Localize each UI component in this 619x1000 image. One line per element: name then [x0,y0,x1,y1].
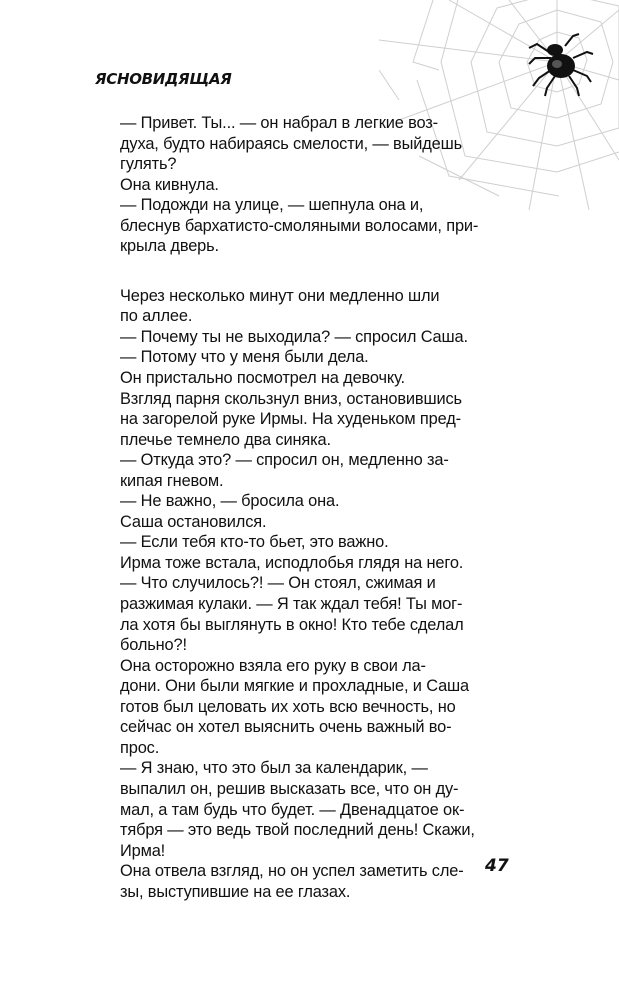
paragraph [120,286,460,327]
text-line: больно?! [120,636,187,655]
text-line: — Не важно, — бросила она. [120,492,340,511]
paragraph [120,327,468,348]
paragraph [120,758,475,861]
text-line: по аллее. [120,307,193,326]
text-line: прос. [120,738,160,757]
text-line: дони. Они были мягкие и прохладные, и Саша [120,677,470,696]
text-line: — Откуда это? — спросил он, медленно за- [120,451,449,470]
text-line: Она отвела взгляд, но он успел заметить сле- [120,862,464,881]
paragraph [120,861,464,902]
text-line: Саша остановился. [120,512,267,531]
text-line: кипая гневом. [120,471,224,490]
paragraph [120,195,479,257]
paragraph [120,175,460,196]
text-line: тября — это ведь твой последний день! Скажи, [120,821,475,840]
text-line: Она осторожно взяла его руку в свои ла- [120,656,426,675]
text-line: крыла дверь. [120,237,219,256]
text-line: Она кивнула. [120,175,219,194]
paragraph [120,512,460,533]
text-line: Ирма! [120,841,166,860]
text-line: Через несколько минут они медленно шли [120,286,440,305]
text-line: блеснув бархатисто-смоляными волосами, при- [120,216,479,235]
text-line: — Почему ты не выходила? — спросил Саша. [120,327,468,346]
text-line: готов был целовать их хоть всю вечность, но [120,697,456,716]
text-line: Взгляд парня скользнул вниз, остановившись [120,389,462,408]
text-line: на загорелой руке Ирмы. На худеньком пред- [120,410,461,429]
text-line: гулять? [120,155,177,174]
text-block-1 [120,113,479,257]
section-break [120,257,460,286]
page-number: 47 [485,856,509,876]
text-line: — Потому что у меня были дела. [120,348,369,367]
paragraph [120,656,470,759]
paragraph [120,113,463,175]
text-line: плечье темнело два синяка. [120,430,331,449]
text-line: разжимая кулаки. — Я так ждал тебя! Ты мог- [120,595,463,614]
paragraph [120,347,460,368]
text-line: — Если тебя кто-то бьет, это важно. [120,533,389,552]
text-line: — Привет. Ты... — он набрал в легкие воз- [120,114,438,132]
text-line: — Подожди на улице, — шепнула она и, [120,196,424,215]
paragraph [120,532,460,553]
paragraph [120,450,460,491]
text-line: зы, выступившие на ее глазах. [120,882,351,901]
paragraph [120,368,460,450]
running-title: ЯСНОВИДЯЩАЯ [95,70,232,88]
text-line: Ирма тоже встала, исподлобья глядя на него. [120,553,464,572]
paragraph [120,573,464,655]
text-block-2 [120,286,475,902]
text-line: — Что случилось?! — Он стоял, сжимая и [120,574,436,593]
paragraph [120,491,460,512]
text-line: духа, будто набираясь смелости, — выйдешь [120,134,463,153]
paragraph [120,553,464,574]
text-line: мал, а там будь что будет. — Двенадцатое ок- [120,800,465,819]
text-line: сейчас он хотел выяснить очень важный во- [120,718,452,737]
text-line: выпалил он, решив высказать все, что он ду- [120,779,459,798]
body-text [120,113,479,902]
text-line: — Я знаю, что это был за календарик, — [120,759,428,778]
text-line: ла хотя бы выглянуть в окно! Кто тебе сделал [120,615,464,634]
text-line: Он пристально посмотрел на девочку. [120,369,405,388]
